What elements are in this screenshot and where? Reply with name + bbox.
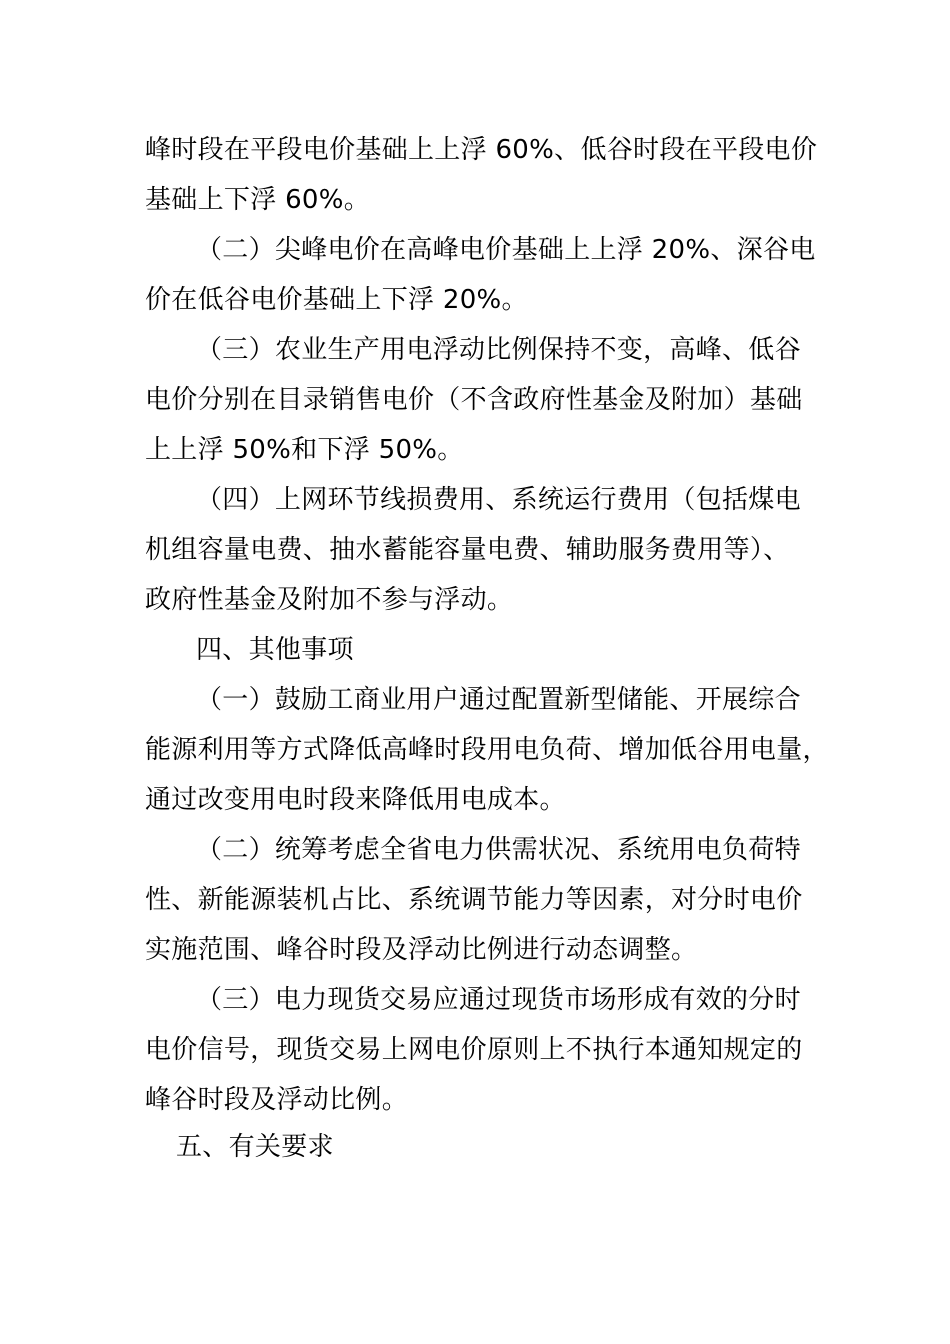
text-line: （三）农业生产用电浮动比例保持不变，高峰、低谷 xyxy=(196,335,801,365)
section-heading: 四、其他事项 xyxy=(196,635,354,665)
text-line: 通过改变用电时段来降低用电成本。 xyxy=(145,785,566,815)
section-heading: 五、有关要求 xyxy=(176,1132,334,1162)
text-line: （一）鼓励工商业用户通过配置新型储能、开展综合 xyxy=(196,685,801,715)
text-line: 实施范围、峰谷时段及浮动比例进行动态调整。 xyxy=(145,935,698,965)
text-line: 机组容量电费、抽水蓄能容量电费、辅助服务费用等）、 xyxy=(145,535,790,565)
text-line: 能源利用等方式降低高峰时段用电负荷、增加低谷用电量， xyxy=(145,735,829,765)
text-line: 政府性基金及附加不参与浮动。 xyxy=(145,585,514,615)
text-line: （四）上网环节线损费用、系统运行费用（包括煤电 xyxy=(196,485,801,515)
text-line: 电价信号，现货交易上网电价原则上不执行本通知规定的 xyxy=(145,1035,803,1065)
text-line: （二）统筹考虑全省电力供需状况、系统用电负荷特 xyxy=(196,835,801,865)
text-line: （三）电力现货交易应通过现货市场形成有效的分时 xyxy=(196,985,801,1015)
text-line: 性、新能源装机占比、系统调节能力等因素，对分时电价 xyxy=(145,885,803,915)
text-line: 价在低谷电价基础上下浮 20%。 xyxy=(145,285,528,315)
text-line: 上上浮 50%和下浮 50%。 xyxy=(145,435,464,465)
text-line: 基础上下浮 60%。 xyxy=(145,185,371,215)
text-line: 峰时段在平段电价基础上上浮 60%、低谷时段在平段电价 xyxy=(145,135,818,165)
text-line: 峰谷时段及浮动比例。 xyxy=(145,1085,409,1115)
text-line: 电价分别在目录销售电价（不含政府性基金及附加）基础 xyxy=(145,385,803,415)
text-line: （二）尖峰电价在高峰电价基础上上浮 20%、深谷电 xyxy=(196,235,816,265)
